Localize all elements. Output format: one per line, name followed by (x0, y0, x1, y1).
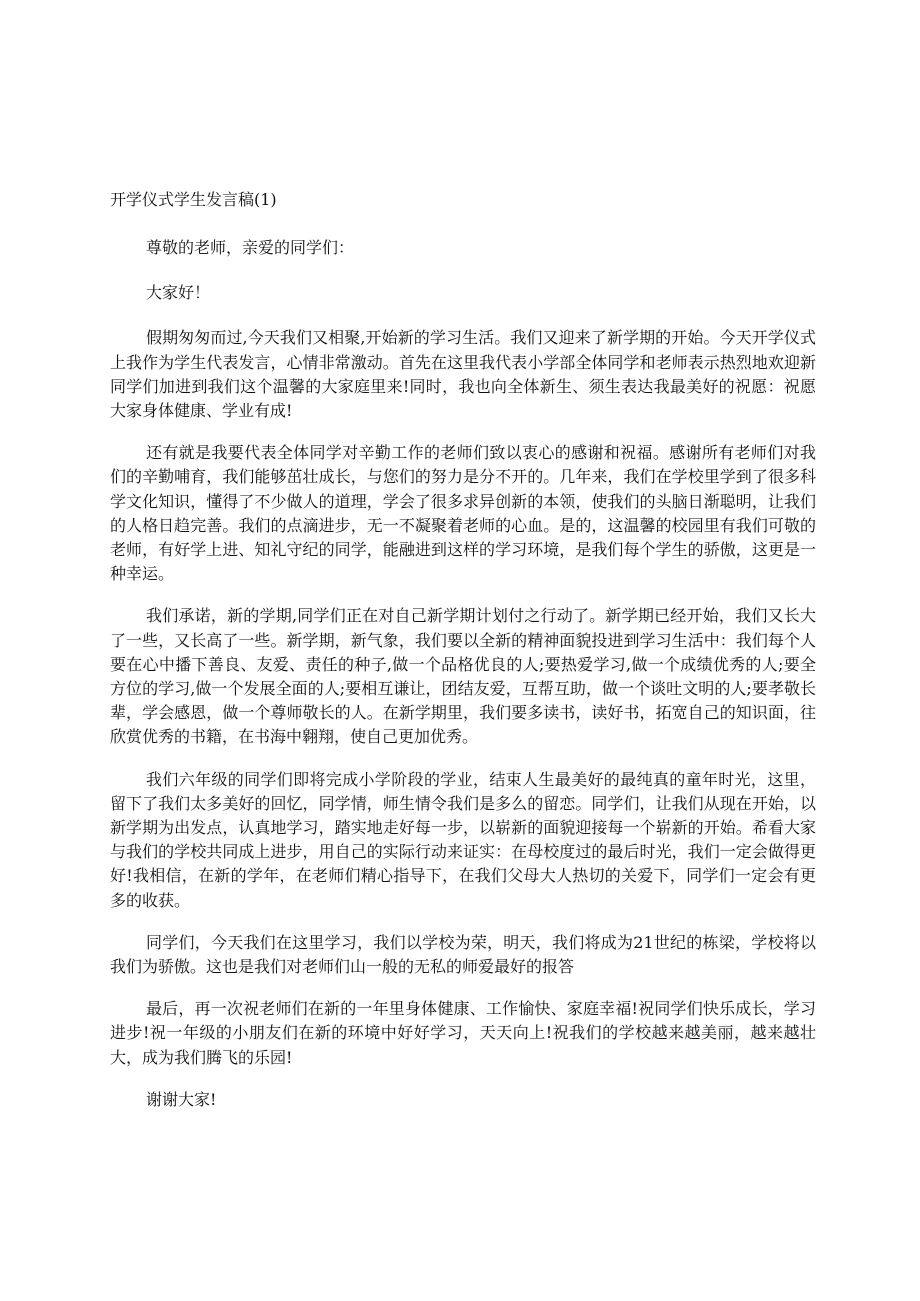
greeting: 大家好！ (146, 283, 211, 303)
salutation: 尊敬的老师，亲爱的同学们： (146, 238, 355, 257)
body-paragraph: 还有就是我要代表全体同学对辛勤工作的老师们致以衷心的感谢和祝福。感谢所有老师们对我们的辛勤哺育，我们能够茁壮成长，与您们的努力是分不开的。几年来，我们在学校里学到了很多科学文化知识，懂得了不少做人的道理，学会了很多求异创新的本领，使我们的头脑日渐聪明，让我们的人格日趋完善。我们的点滴进步，无一不凝聚着老师的心血。是的，这温馨的校园里有我们可敬的老师，有好学上进、知礼守纪的同学，能融进到这样的学习环境，是我们每个学生的骄傲，这更是一种幸运。 (110, 443, 816, 584)
body-paragraph: 我们承诺，新的学期,同学们正在对自己新学期计划付之行动了。新学期已经开始，我们又长大了一些，又长高了一些。新学期，新气象，我们要以全新的精神面貌投进到学习生活中：我们每个人要在心中播下善良、友爱、责任的种子,做一个品格优良的人;要热爱学习,做一个成绩优秀的人;要全方位的学习,做一个发展全面的人;要相互谦让，团结友爱，互帮互助，做一个谈吐文明的人;要孝敬长辈，学会感恩，做一个尊师敬长的人。在新学期里，我们要多读书，读好书，拓宽自己的知识面，往欣赏优秀的书籍，在书海中翱翔，使自己更加优秀。 (110, 606, 816, 747)
closing-paragraph: 最后，再一次祝老师们在新的一年里身体健康、工作愉快、家庭幸福!祝同学们快乐成长，学习进步!祝一年级的小朋友们在新的环境中好好学习，天天向上!祝我们的学校越来越美丽，越来越壮大，成为我们腾飞的乐园! (110, 999, 816, 1067)
document-body (110, 236, 816, 1133)
thanks-line: 谢谢大家! (146, 1089, 217, 1109)
body-paragraph: 假期匆匆而过,今天我们又相聚,开始新的学习生活。我们又迎来了新学期的开始。今天开学仪式上我作为学生代表发言，心情非常激动。首先在这里我代表小学部全体同学和老师表示热烈地欢迎新同学们加进到我们这个温馨的大家庭里来!同时，我也向全体新生、须生表达我最美好的祝愿：祝愿大家身体健康、学业有成! (110, 328, 816, 421)
body-paragraph: 我们六年级的同学们即将完成小学阶段的学业，结束人生最美好的最纯真的童年时光，这里，留下了我们太多美好的回忆，同学情，师生情令我们是多么的留恋。同学们，让我们从现在开始，以新学期为出发点，认真地学习，踏实地走好每一步，以崭新的面貌迎接每一个崭新的开始。希看大家与我们的学校共同成上进步，用自己的实际行动来证实：在母校度过的最后时光，我们一定会做得更好!我相信，在新的学年，在老师们精心指导下，在我们父母大人热切的关爱下，同学们一定会有更多的收获。 (110, 769, 816, 910)
document-title: 开学仪式学生发言稿(1) (110, 190, 277, 209)
body-paragraph: 同学们，今天我们在这里学习，我们以学校为荣，明天，我们将成为21世纪的栋梁，学校将以我们为骄傲。这也是我们对老师们山一般的无私的师爱最好的报答 (110, 932, 816, 977)
